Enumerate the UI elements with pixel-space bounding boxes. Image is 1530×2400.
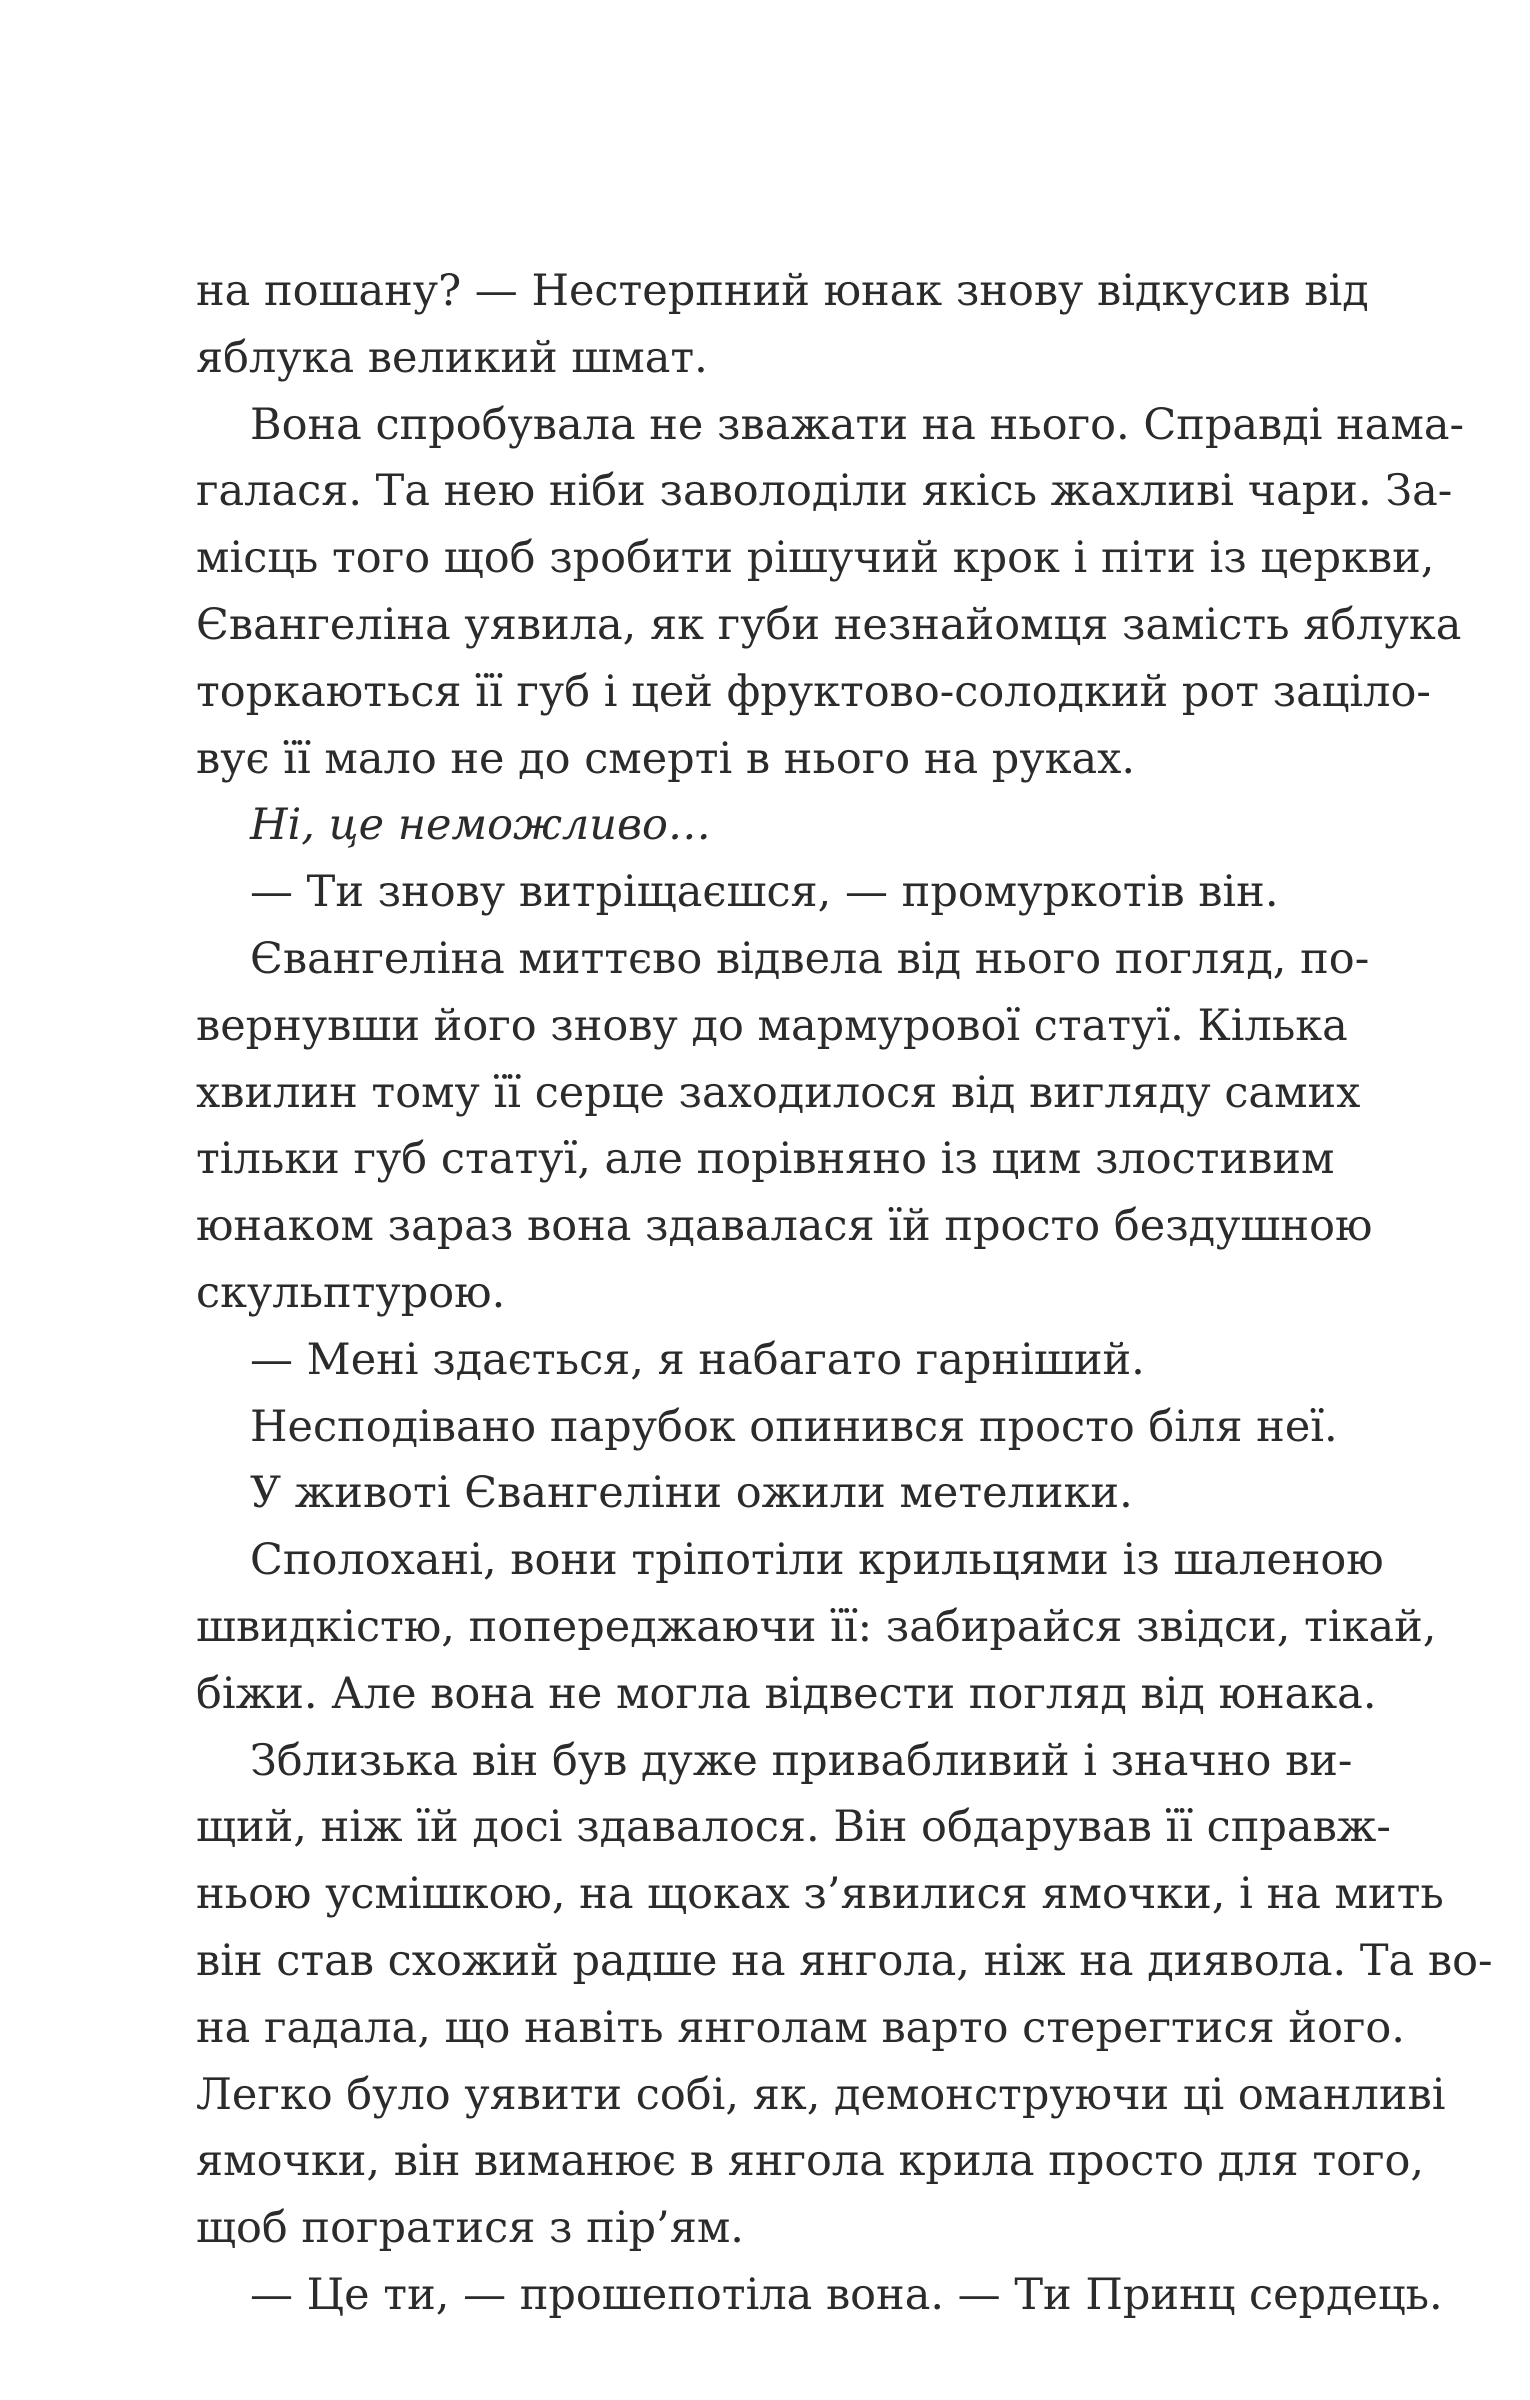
text-line: — Ти знову витріщаєшся, — промуркотів він.	[250, 867, 1279, 918]
text-line: У животі Євангеліни ожили метелики.	[250, 1468, 1133, 1519]
text-line: щоб погратися з пір’ям.	[196, 2203, 744, 2254]
text-line: хвилин тому її серце заходилося від вигляду самих	[196, 1067, 1361, 1118]
text-line: яблука великий шмат.	[196, 332, 708, 383]
text-line: Сполохані, вони тріпотіли крильцями із шаленою	[250, 1535, 1384, 1586]
text-line: галася. Та нею ніби заволоділи якісь жахливі чари. За-	[196, 466, 1453, 517]
text-line: Зблизька він був дуже привабливий і значно ви-	[250, 1735, 1353, 1786]
text-line: він став схожий радше на янгола, ніж на диявола. Та во-	[196, 1935, 1493, 1986]
text-line: вує її мало не до смерті в нього на руках.	[196, 733, 1136, 784]
text-line: Легко було уявити собі, як, демонструючи ці оманливі	[196, 2069, 1446, 2120]
text-line: біжи. Але вона не могла відвести погляд від юнака.	[196, 1668, 1377, 1719]
text-line: — Це ти, — прошепотіла вона. — Ти Принц сердець.	[250, 2269, 1443, 2320]
book-page-text	[196, 258, 1493, 2329]
text-line: Несподівано парубок опинився просто біля неї.	[250, 1401, 1338, 1452]
text-line: юнаком зараз вона здавалася їй просто бездушною	[196, 1201, 1373, 1252]
text-line: ямочки, він виманює в янгола крила просто для того,	[196, 2136, 1425, 2187]
text-line: ньою усмішкою, на щоках з’явилися ямочки, і на мить	[196, 1869, 1444, 1920]
text-line: швидкістю, попереджаючи її: забирайся звідси, тікай,	[196, 1601, 1437, 1652]
text-line: на гадала, що навіть янголам варто стерегтися його.	[196, 2002, 1405, 2053]
text-line: місць того щоб зробити рішучий крок і піти із церкви,	[196, 533, 1435, 584]
text-line: Ні, це неможливо…	[250, 800, 711, 851]
text-line: на пошану? — Нестерпний юнак знову відкусив від	[196, 266, 1369, 316]
text-line: тільки губ статуї, але порівняно із цим злостивим	[196, 1134, 1335, 1185]
text-line: Вона спробувала не зважати на нього. Справді нама-	[250, 399, 1465, 450]
text-line: Євангеліна уявила, як губи незнайомця замість яблука	[196, 599, 1462, 650]
text-line: щий, ніж їй досі здавалося. Він обдарував її справж-	[196, 1802, 1391, 1853]
text-line: Євангеліна миттєво відвела від нього погляд, по-	[250, 933, 1370, 984]
text-line: торкаються її губ і цей фруктово-солодкий рот заціло-	[196, 666, 1431, 717]
text-line: скульптурою.	[196, 1267, 506, 1318]
text-line: вернувши його знову до мармурової статуї. Кілька	[196, 1000, 1348, 1051]
text-line: — Мені здається, я набагато гарніший.	[250, 1334, 1145, 1385]
